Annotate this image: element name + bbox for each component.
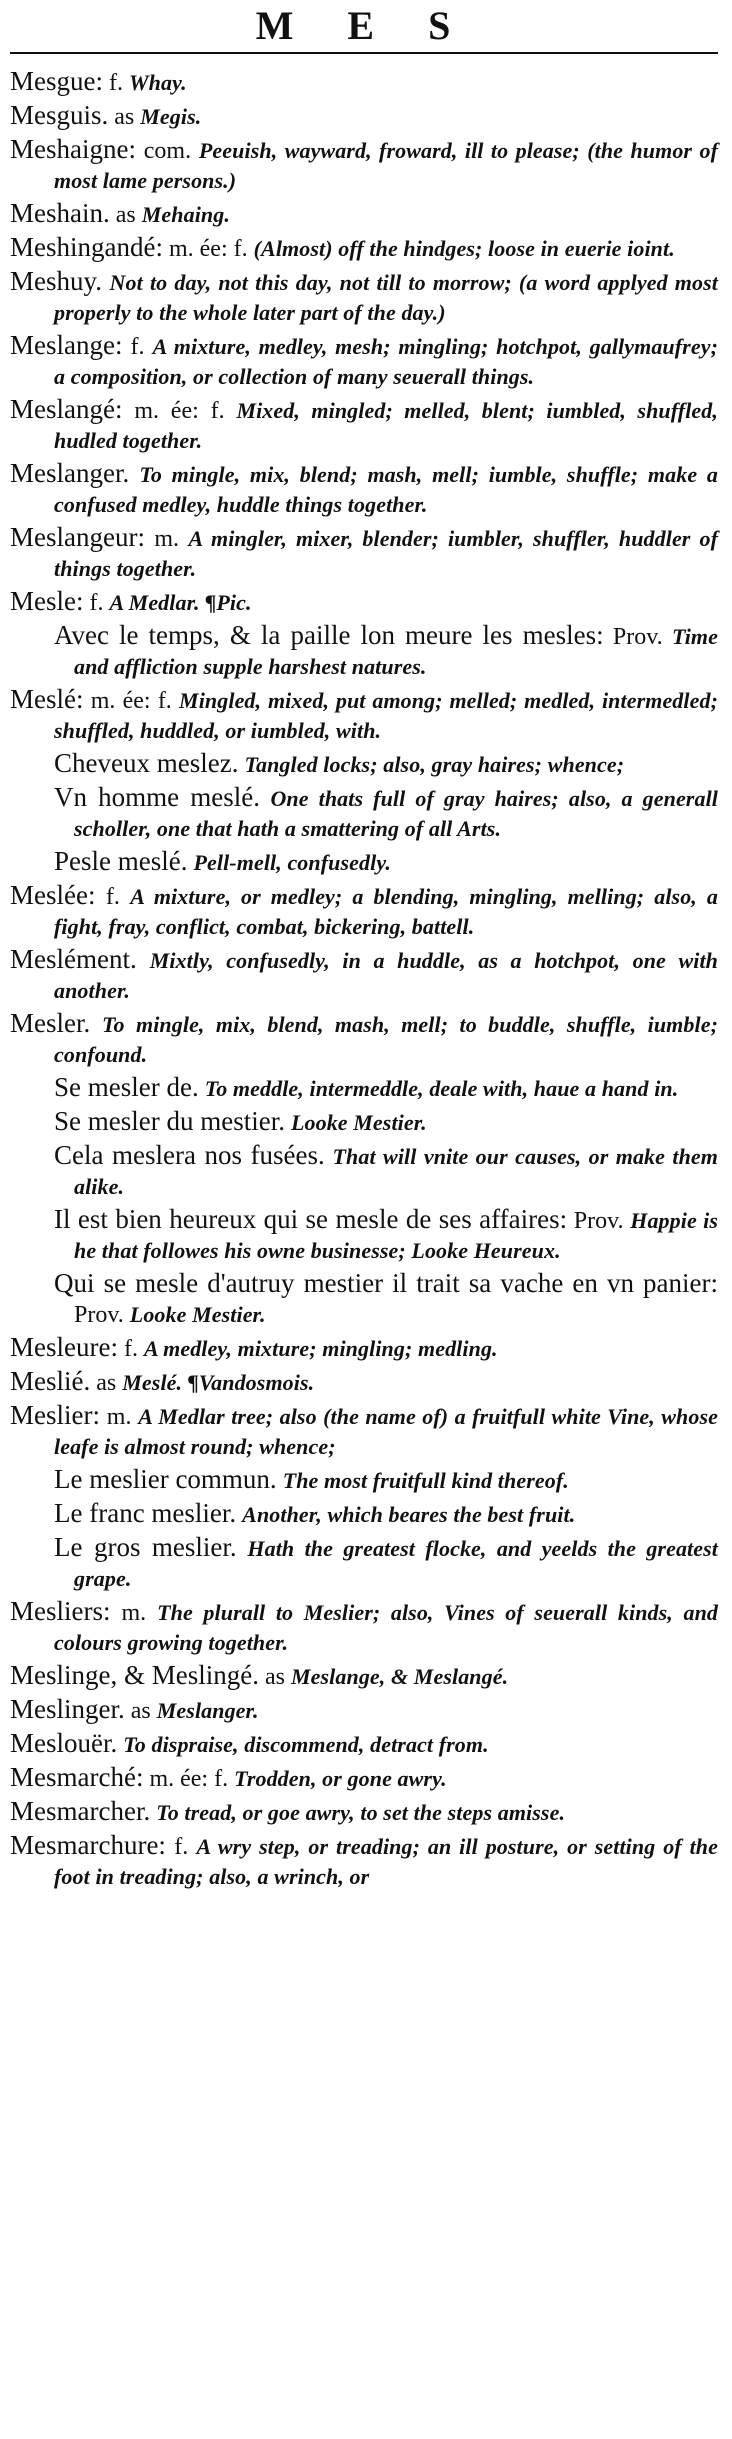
header-rule <box>10 52 718 54</box>
dictionary-entry <box>10 684 718 746</box>
grammar-note <box>129 462 139 488</box>
sub-entry <box>30 782 718 844</box>
headword: Se mesler de. <box>54 1072 199 1102</box>
headword: Meslinger. <box>10 1694 125 1724</box>
grammar-note: com. <box>135 138 199 164</box>
definition: Peeuish, wayward, froward, ill to please; (the humor of most lame persons.) <box>54 138 718 193</box>
dictionary-entry <box>10 522 718 584</box>
definition: A mixture, medley, mesh; mingling; hotchpot, gallymaufrey; a composition, or collection of many seuerall things. <box>54 334 718 389</box>
headword: Meslée: <box>10 880 96 910</box>
headword: Meshingandé: <box>10 232 163 262</box>
grammar-note: Prov. <box>567 1208 631 1234</box>
definition: Tangled locks; also, gray haires; whence; <box>244 752 625 777</box>
definition: To tread, or goe awry, to set the steps amisse. <box>156 1800 566 1825</box>
grammar-note: m. <box>144 526 189 552</box>
grammar-note: as <box>109 202 142 228</box>
headword: Meslier: <box>10 1400 100 1430</box>
dictionary-entry <box>10 66 718 98</box>
sub-entry <box>30 1498 718 1530</box>
dictionary-entry <box>10 1008 718 1070</box>
headword: Mesmarcher. <box>10 1796 151 1826</box>
definition: (Almost) off the hindges; loose in euerie ioint. <box>253 236 675 261</box>
dictionary-entry <box>10 100 718 132</box>
definition: A Medlar. ¶Pic. <box>109 590 252 615</box>
headword: Qui se mesle d'autruy mestier il trait sa vache en vn panier: <box>54 1268 718 1298</box>
dictionary-entry <box>10 1596 718 1658</box>
sub-entry <box>30 1464 718 1496</box>
dictionary-entry <box>10 1694 718 1726</box>
definition: Another, which beares the best fruit. <box>242 1502 576 1527</box>
sub-entry <box>30 846 718 878</box>
grammar-note: Prov. <box>603 624 672 650</box>
definition: The most fruitfull kind thereof. <box>282 1468 569 1493</box>
definition: Not to day, not this day, not till to morrow; (a word applyed most properly to the whole later part of the day.) <box>54 270 718 325</box>
definition: To mingle, mix, blend, mash, mell; to buddle, shuffle, iumble; confound. <box>54 1012 719 1067</box>
headword: Mesgue: <box>10 66 103 96</box>
grammar-note: as <box>108 104 141 130</box>
sub-entry <box>30 620 718 682</box>
definition: Mingled, mixed, put among; melled; medled, intermedled; shuffled, huddled, or iumbled, with. <box>54 688 719 743</box>
dictionary-entry <box>10 232 718 264</box>
definition: Looke Mestier. <box>129 1302 266 1327</box>
grammar-note: m. ée: f. <box>122 398 237 424</box>
dictionary-entry <box>10 394 718 456</box>
definition: Whay. <box>128 70 187 95</box>
headword: Mesliers: <box>10 1596 111 1626</box>
grammar-note: Prov. <box>74 1302 130 1328</box>
definition: A medley, mixture; mingling; medling. <box>143 1336 498 1361</box>
sub-entry <box>30 1532 718 1594</box>
headword: Meslé: <box>10 684 84 714</box>
sub-entry <box>30 1268 718 1330</box>
headword: Meslangeur: <box>10 522 145 552</box>
grammar-note: f. <box>122 334 153 360</box>
dictionary-entry <box>10 1400 718 1462</box>
definition: To meddle, intermeddle, deale with, haue a hand in. <box>204 1076 679 1101</box>
headword: Cela meslera nos fusées. <box>54 1140 325 1170</box>
headword: Meshaigne: <box>10 134 136 164</box>
headword: Mesleure: <box>10 1332 118 1362</box>
headword: Meslinge, & Meslingé. <box>10 1660 259 1690</box>
dictionary-entry <box>10 586 718 618</box>
dictionary-entry <box>10 1796 718 1828</box>
grammar-note: f. <box>165 1834 197 1860</box>
headword: Meslié. <box>10 1366 91 1396</box>
headword: Pesle meslé. <box>54 846 188 876</box>
definition: Mehaing. <box>141 202 230 227</box>
dictionary-entry <box>10 1762 718 1794</box>
sub-entry <box>30 1204 718 1266</box>
headword: Vn homme meslé. <box>54 782 261 812</box>
grammar-note <box>137 948 150 974</box>
grammar-note: as <box>90 1370 123 1396</box>
definition: A wry step, or treading; an ill posture, or setting of the foot in treading; also, a wrinch, or <box>54 1834 718 1889</box>
definition: A Medlar tree; also (the name of) a fruitfull white Vine, whose leafe is almost round; whence; <box>54 1404 718 1459</box>
grammar-note: m. <box>99 1404 139 1430</box>
dictionary-entry <box>10 1366 718 1398</box>
definition: Meslange, & Meslangé. <box>290 1664 509 1689</box>
dictionary-entry <box>10 1660 718 1692</box>
definition: To dispraise, discommend, detract from. <box>123 1732 489 1757</box>
headword: Le franc meslier. <box>54 1498 237 1528</box>
grammar-note <box>325 1144 333 1170</box>
running-head: M E S <box>255 3 473 48</box>
definition: A mixture, or medley; a blending, mingling, melling; also, a fight, fray, conflict, combat, bickering, battell. <box>54 884 718 939</box>
headword: Meslanger. <box>10 458 130 488</box>
dictionary-entry <box>10 944 718 1006</box>
headword: Meslément. <box>10 944 137 974</box>
dictionary-entry <box>10 198 718 230</box>
grammar-note: m. ée: f. <box>83 688 180 714</box>
headword: Mesguis. <box>10 100 109 130</box>
definition: One thats full of gray haires; also, a generall scholler, one that hath a smattering of all Arts. <box>74 786 718 841</box>
definition: Megis. <box>140 104 202 129</box>
grammar-note: as <box>124 1698 157 1724</box>
sub-entry <box>30 1072 718 1104</box>
dictionary-entry <box>10 266 718 328</box>
headword: Meslange: <box>10 330 123 360</box>
grammar-note <box>90 1012 102 1038</box>
headword: Meslangé: <box>10 394 123 424</box>
grammar-note: as <box>258 1664 291 1690</box>
grammar-note: m. ée: f. <box>143 1766 235 1792</box>
headword: Meshuy. <box>10 266 102 296</box>
dictionary-entry <box>10 330 718 392</box>
dictionary-entry <box>10 1728 718 1760</box>
headword: Meshain. <box>10 198 110 228</box>
sub-entry <box>30 1140 718 1202</box>
definition: Trodden, or gone awry. <box>234 1766 447 1791</box>
definition: Happie is he that followes his owne businesse; Looke Heureux. <box>74 1208 718 1263</box>
headword: Cheveux meslez. <box>54 748 239 778</box>
dictionary-entry <box>10 880 718 942</box>
grammar-note: f. <box>83 590 110 616</box>
definition: To mingle, mix, blend; mash, mell; iumble, shuffle; make a confused medley, huddle things together. <box>54 462 719 517</box>
definition: Looke Mestier. <box>290 1110 427 1135</box>
headword: Avec le temps, & la paille lon meure les mesles: <box>54 620 604 650</box>
dictionary-entry <box>10 134 718 196</box>
dictionary-entry <box>10 458 718 520</box>
definition: Meslanger. <box>156 1698 259 1723</box>
definition: Meslé. ¶Vandosmois. <box>122 1370 315 1395</box>
dictionary-entry <box>10 1830 718 1892</box>
headword: Mesmarché: <box>10 1762 144 1792</box>
headword: Mesle: <box>10 586 84 616</box>
headword: Le meslier commun. <box>54 1464 277 1494</box>
headword: Mesler. <box>10 1008 91 1038</box>
grammar-note: f. <box>102 70 129 96</box>
grammar-note <box>237 1536 248 1562</box>
definition: Hath the greatest flocke, and yeelds the greatest grape. <box>74 1536 719 1591</box>
definition: Mixtly, confusedly, in a huddle, as a hotchpot, one with another. <box>54 948 718 1003</box>
definition: Mixed, mingled; melled, blent; iumbled, shuffled, hudled together. <box>54 398 718 453</box>
headword: Le gros meslier. <box>54 1532 237 1562</box>
grammar-note: m. ée: f. <box>162 236 254 262</box>
sub-entry <box>30 748 718 780</box>
headword: Il est bien heureux qui se mesle de ses affaires: <box>54 1204 568 1234</box>
definition: The plurall to Meslier; also, Vines of seuerall kinds, and colours growing together. <box>54 1600 719 1655</box>
definition: That will vnite our causes, or make them alike. <box>74 1144 719 1199</box>
headword: Mesmarchure: <box>10 1830 166 1860</box>
grammar-note: m. <box>110 1600 158 1626</box>
grammar-note <box>260 786 270 812</box>
grammar-note: f. <box>95 884 131 910</box>
definition: Time and affliction supple harshest natures. <box>74 624 719 679</box>
entry-list <box>10 66 718 1892</box>
definition: Pell-mell, confusedly. <box>193 850 391 875</box>
grammar-note <box>102 270 110 296</box>
headword: Meslouër. <box>10 1728 118 1758</box>
sub-entry <box>30 1106 718 1138</box>
headword: Se mesler du mestier. <box>54 1106 285 1136</box>
grammar-note: f. <box>117 1336 144 1362</box>
dictionary-entry <box>10 1332 718 1364</box>
definition: A mingler, mixer, blender; iumbler, shuffler, huddler of things together. <box>54 526 718 581</box>
